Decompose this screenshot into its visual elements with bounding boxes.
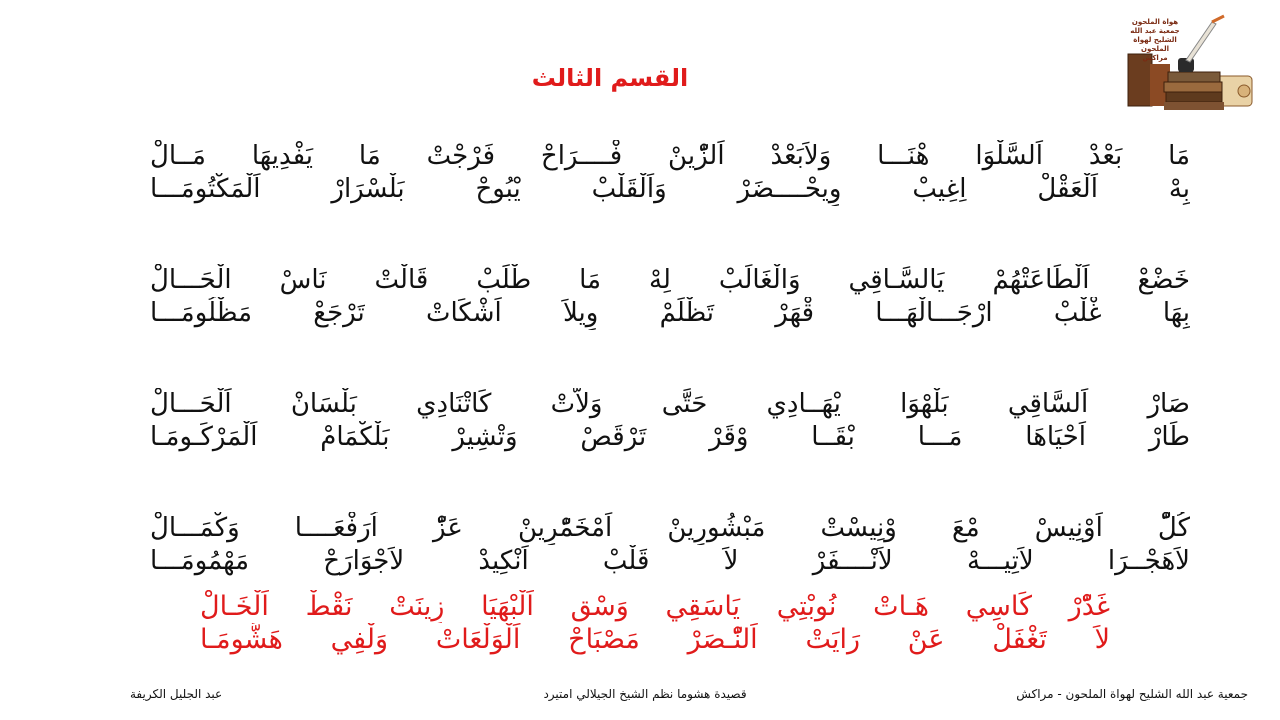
stanza-2 — [150, 264, 1190, 330]
verse-line: لاَهَجْــرَا لاَتِيـــهْ لاَنْــــفَرْ لاَ قَلْبْ اَنْكِيدْ لاَجْوَارَحْ مَهْمُومَـــا — [150, 546, 1190, 576]
verse-line: صَارْ اَلسَّاقِي بَلْهْوَا يْهَــادِي حَتَّى وَلاَّتْ كَاتْنَادِي بَلْسَانْ اَلْحَـــالْ — [150, 389, 1190, 419]
logo-caption-title: هواة الملحون — [1131, 18, 1179, 26]
section-title: القسم الثالث — [531, 64, 689, 92]
verse-line: مَا بَعْدْ اَلسَّلْوَا هْنَـــا وَلاَبَعْدْ اَلزّْينْ فْــــرَاحْ فَرْجْتْ مَا يَفْدِيهَا مَــالْ — [150, 141, 1190, 171]
verse-line: كُلّْ اَوْنِيسْ مْعَ وْنِيسْتْ مَبْشُورِينْ اَمْخَمّْرِينْ عَزّْ اُرَفْعَــــا وَكْمَـــالْ — [150, 513, 1190, 543]
verse-line-highlighted: غَدّْرْ كَاسِي هَـاتْ نُوبْتِي يَاسَقِي وَسْقِ اَلْبْهَيَا زِينَتْ نَقْطْ اَلْخَـالْ — [200, 591, 1110, 622]
stanza-4 — [150, 512, 1190, 578]
logo-caption-city: مراكش — [1142, 54, 1168, 62]
verse-line-highlighted: لاَ تَغْفَلْ عَنْ رَايَتْ اَلنّْـصَرْ مَصْبَاحْ اَلْوَلْعَاتْ وَلْفِي هَشُّومَـا — [200, 624, 1110, 655]
verse-line: بِهَا غْلْبْ ارْجَـــالْهَـــا قْهَرْ تَظْلَمْ وِيلاَ اَشْكَاتْ تَرْجَعْ مَظْلُومَـــا — [150, 298, 1190, 328]
logo-caption-association: جمعية عبد الله الشليح لهواة الملحون — [1130, 27, 1180, 53]
verse-line: طَارْ اَحْيَاهَا مَـــا بْقَــا وْقَرْ تَرْقَصْ وَتْشِيرْ بَلْكْمَامْ اَلْمَرْكَـومَـا — [150, 422, 1190, 452]
footer-association: جمعية عبد الله الشليح لهواة الملحون - مراكش — [1016, 687, 1248, 701]
stanza-3 — [150, 388, 1190, 454]
stanza-5-highlighted — [200, 590, 1110, 656]
verse-line: بِهْ اَلْعَقْلْ اِغِيبْ وِيحْــــضَرْ وَاَلْقَلْبْ يْبُوحْ بَلْسْرَارْ اَلْمَكْتُومَـــا — [150, 174, 1190, 204]
footer-poem-info: قصيدة هشوما نظم الشيخ الجيلالي امتيرد — [543, 687, 747, 701]
logo-caption — [1120, 18, 1190, 63]
footer-author: عبد الجليل الكريفة — [130, 687, 223, 701]
poem-body — [150, 140, 1190, 636]
verse-line: خَضْعْ اَلْطَاعَتْهُمْ يَالسَّـاقِي وَالْغَالَبْ لِهْ مَا طْلَبْ قَالْتْ نَاسْ الْحَـــالْ — [150, 265, 1190, 295]
stanza-1 — [150, 140, 1190, 206]
association-logo — [1120, 14, 1260, 114]
